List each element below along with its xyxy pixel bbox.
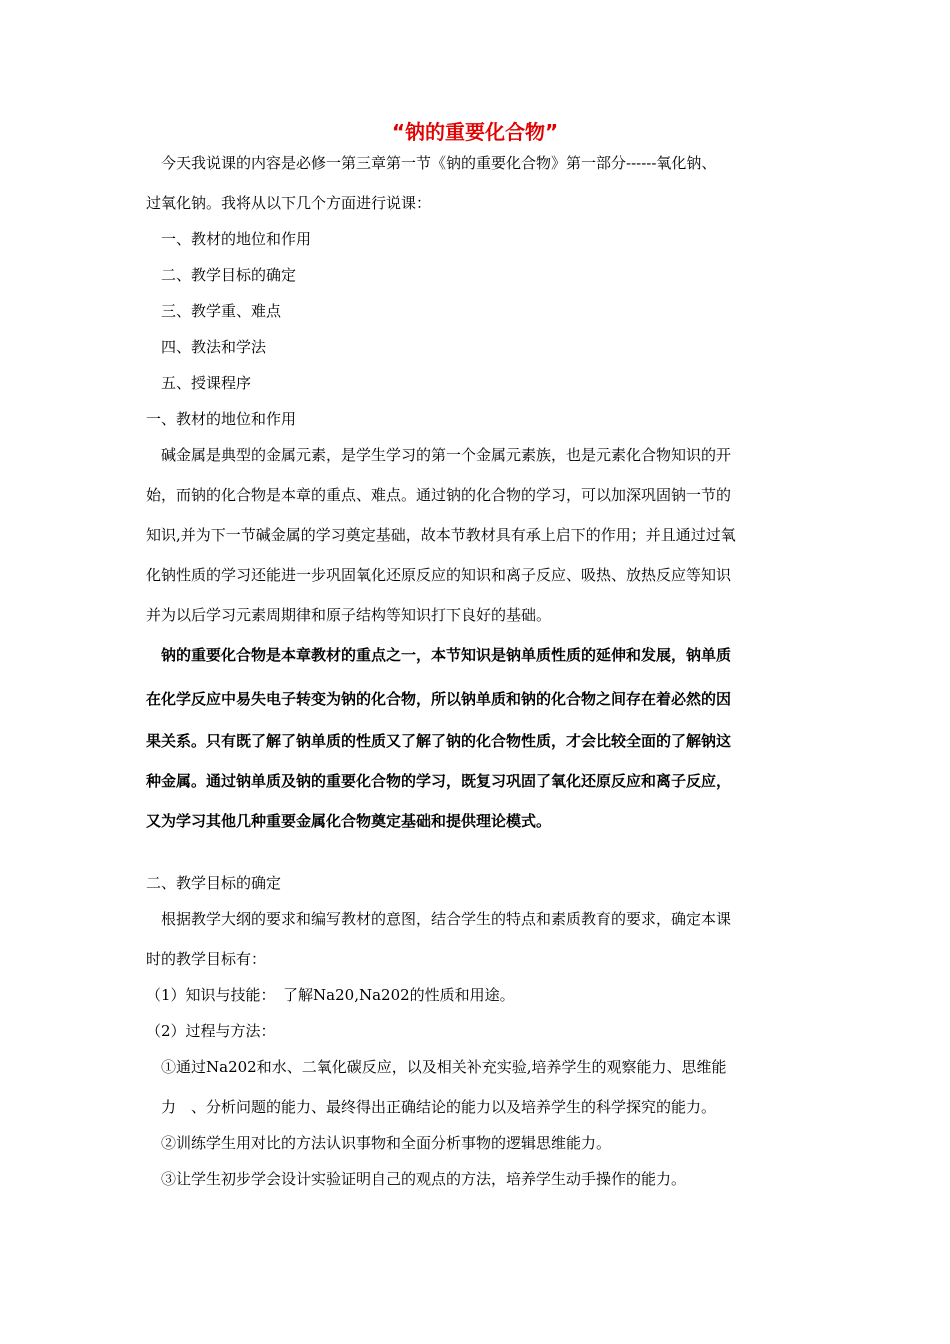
section1-p1-line-2: 始，而钠的化合物是本章的重点、难点。通过钠的化合物的学习，可以加深巩固钠一节的 bbox=[146, 486, 732, 504]
section1-p1-line-4: 化钠性质的学习还能进一步巩固氧化还原反应的知识和离子反应、吸热、放热反应等知识 bbox=[146, 566, 732, 584]
section1-p1-line-3: 知识,并为下一节碱金属的学习奠定基础，故本节教材具有承上启下的作用；并且通过过氧 bbox=[146, 526, 736, 544]
outline-item-3: 三、教学重、难点 bbox=[146, 302, 282, 320]
document-title: “钠的重要化合物” bbox=[391, 120, 559, 144]
section2-sub1-line-1: ①通过Na202和水、二氧化碳反应，以及相关补充实验,培养学生的观察能力、思维能 bbox=[146, 1058, 727, 1076]
outline-item-1: 一、教材的地位和作用 bbox=[146, 230, 312, 248]
intro-line-1: 今天我说课的内容是必修一第三章第一节《钠的重要化合物》第一部分------氧化钠、 bbox=[146, 154, 717, 172]
section2-heading: 二、教学目标的确定 bbox=[146, 874, 282, 892]
section1-heading: 一、教材的地位和作用 bbox=[146, 410, 297, 428]
section1-p1-line-1: 碱金属是典型的金属元素，是学生学习的第一个金属元素族，也是元素化合物知识的开 bbox=[146, 446, 732, 464]
section1-p2-line-5: 又为学习其他几种重要金属化合物奠定基础和提供理论模式。 bbox=[146, 812, 552, 830]
section2-item-1: （1）知识与技能： 了解Na20,Na202的性质和用途。 bbox=[146, 986, 515, 1004]
outline-item-2: 二、教学目标的确定 bbox=[146, 266, 297, 284]
section1-p2-line-2: 在化学反应中易失电子转变为钠的化合物，所以钠单质和钠的化合物之间存在着必然的因 bbox=[146, 690, 732, 708]
section2-sub-2: ②训练学生用对比的方法认识事物和全面分析事物的逻辑思维能力。 bbox=[146, 1134, 612, 1152]
section2-p1-line-2: 时的教学目标有： bbox=[146, 950, 267, 968]
section1-p2-line-4: 种金属。通过钠单质及钠的重要化合物的学习，既复习巩固了氧化还原反应和离子反应， bbox=[146, 772, 732, 790]
outline-item-5: 五、授课程序 bbox=[146, 374, 252, 392]
section1-p2-line-3: 果关系。只有既了解了钠单质的性质又了解了钠的化合物性质，才会比较全面的了解钠这 bbox=[146, 732, 732, 750]
section1-p2-line-1: 钠的重要化合物是本章教材的重点之一，本节知识是钠单质性质的延伸和发展，钠单质 bbox=[146, 646, 732, 664]
section2-sub1-line-2: 力 、分析问题的能力、最终得出正确结论的能力以及培养学生的科学探究的能力。 bbox=[146, 1098, 717, 1116]
outline-item-4: 四、教法和学法 bbox=[146, 338, 267, 356]
intro-line-2: 过氧化钠。我将从以下几个方面进行说课： bbox=[146, 194, 432, 212]
section2-item-2: （2）过程与方法： bbox=[146, 1022, 276, 1040]
section2-p1-line-1: 根据教学大纲的要求和编写教材的意图，结合学生的特点和素质教育的要求，确定本课 bbox=[146, 910, 732, 928]
section2-sub-3: ③让学生初步学会设计实验证明自己的观点的方法，培养学生动手操作的能力。 bbox=[146, 1170, 687, 1188]
section1-p1-line-5: 并为以后学习元素周期律和原子结构等知识打下良好的基础。 bbox=[146, 606, 552, 624]
